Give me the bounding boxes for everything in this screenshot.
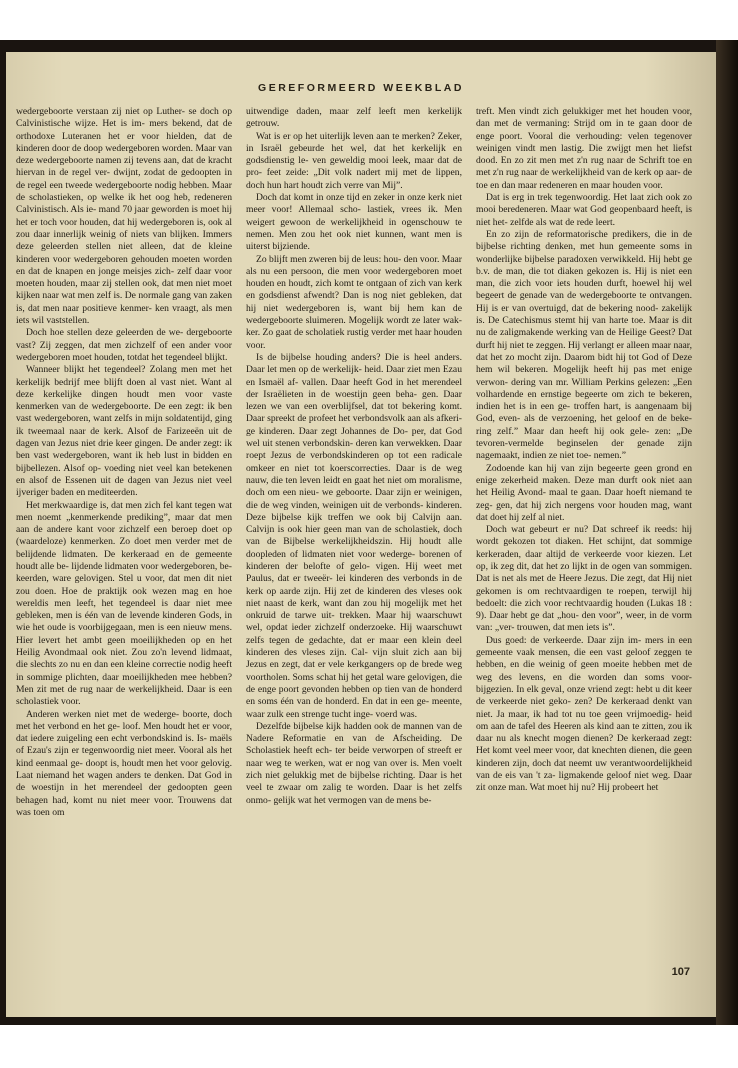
paragraph: treft. Men vindt zich gelukkiger met het houden voor, dan met de vermaning: Strijd om in te gaan door de enge poort. Vooral die verhouding: velen tegenover weinigen vindt men lastig. Die zwijgt men het liefst dood. En zo zit men met z'n rug naar de Schrift toe en met z'n rug naar de werkelijkheid van de kerk op aar- de toe en dan maar redeneren en maar houden voor.	[476, 106, 692, 191]
paragraph: Zo blijft men zweren bij de leus: hou- den voor. Maar als nu een persoon, die men voor wedergeboren moet houden en houdt, zich komt te ontgaan of zich van kerk en godsdienst afwendt? Dan is nog niet gebleken, dat hij niet wedergeboren is, want bij hem kan de wedergeboorte sluimeren. Mogelijk wordt ze later wak- ker. Zo gaat de scholatiek rustig verder met haar houden voor.	[246, 253, 462, 351]
paragraph: Doch dat komt in onze tijd en zeker in onze kerk niet meer voor! Allemaal scho- lastiek, vrees ik. Men weigert gewoon de werkelijkheid in ogenschouw te nemen. Men zou het ook niet kunnen, want men is uiterst bijziende.	[246, 192, 462, 253]
column-3	[476, 106, 692, 986]
paragraph: Het merkwaardige is, dat men zich fel kant tegen wat men noemt „kenmerkende prediking”, maar dat men aan de andere kant voor zichzelf een beroep doet op (waardeloze) kenmerken. Zo doet men verder met de belijdende lidmaten. De kerkeraad en de gemeente houdt alle be- lijdende lidmaten voor wedergeboren, be- keerden, ware gelovigen. Stel u voor, dat men dit niet zou doen. Hoe de praktijk ook wezen mag en hoe wereldis men leeft, het tegendeel is daar niet mee gebleken, men is één van de levende kinderen Gods, in wie het oude is voorbijgegaan, men is een nieuw mens. Hier levert het ambt geen moeilijkheden op en het Heilig Avondmaal ook niet. Zou zo'n levend lidmaat, die slechts zo nu en dan een kleine correctie nodig heeft in sommige plichten, daar moeilijkheden mee hebben? Men zit met de rug naar de werkelijkheid. Daar is een scholastiek voor.	[16, 499, 232, 708]
page-header: GEREFORMEERD WEEKBLAD	[258, 82, 464, 94]
paragraph: Zodoende kan hij van zijn begeerte geen grond en enige zekerheid maken. Deze man durft ook niet aan het Heilig Avond- maal te gaan. Daar hoeft niemand te zeg- gen, dat hij zich nergens voor houden mag, want dat doet hij zelf al niet.	[476, 462, 692, 523]
paragraph: Doch wat gebeurt er nu? Dat schreef ik reeds: hij wordt gekozen tot diaken. Het schijnt, dat sommige kerkeraden, daar altijd de verkeerde voor kiezen. Let op, ik zeg dit, dat het zo lijkt in de ogen van sommigen. Dat is net als met de Heere Jezus. Die zegt, dat Hij niet gekomen is om rechtvaardigen te roepen, terwijl hij bedoelt: die zich voor rechtvaardig houden (Lukas 18 : 9). Daar hebt ge dat „hou- den voor”, weer, in de vorm van: „ver- trouwen, dat men iets is”.	[476, 524, 692, 634]
paragraph: Dat is erg in trek tegenwoordig. Het laat zich ook zo mooi beredeneren. Maar wat God geopenbaard heeft, is niet het- zelfde als wat de rede leert.	[476, 192, 692, 228]
paragraph: Wanneer blijkt het tegendeel? Zolang men met het kerkelijk bedrijf mee blijft doen al vast niet. Want al deze kerkelijke dingen houdt men voor vaste kenmerken van de wedergeboorte. De een zegt: ik ben vast wedergeboren, want zelfs in mijn soldatentijd, ging ik tweemaal naar de kerk. Alsof de Farizeeën uit de dagen van Jezus niet drie keer gingen. De ander zegt: ik ben vast wedergeboren, want ik heb lust in bidden en bijbellezen. Alsof op- voeding niet veel kan betekenen en alsof de Essenen uit de dagen van Jezus niet veel ijveriger baden en mediteerden.	[16, 364, 232, 499]
book-spine-shadow	[716, 40, 738, 1025]
paragraph: Is de bijbelse houding anders? Die is heel anders. Daar let men op de werkelijk- heid. Daar ziet men Ezau en Ismaël af- vallen. Daar heeft God in het merendeel der Israëlieten in de woestijn geen beha- gen. Daar lezen we van een overblijfsel, dat tot bekering komt. Daar spreekt de profeet het verbondsvolk aan als afkeri- ge kinderen. Daar zegt Johannes de Do- per, dat God wel uit stenen verbondskin- deren kan verwekken. Daar roept Jezus de verbondskinderen op tot een radicale omkeer en niet tot koerscorrecties. Daar is de weg nauw, die ten leven leidt en gaat het niet om moralisme, doch om een nieu- we geboorte. Daar zijn er weinigen, die de weg vinden, weinigen uit de verbonds- kinderen. Deze bijbelse kijk treffen we ook bij Calvijn aan. Calvijn is ook hier geen man van de scholastiek, doch van de Bijbelse werkelijkheidszin. Hij houdt alle doopleden of lidmaten niet voor wederge- borenen of kinderen der belofte of gelo- vigen. Hij weet met Paulus, dat er tweeër- lei kinderen des verbonds in de kerk op aarde zijn. Hij zet de kinderen des vleses ook niet naast de kerk, want dan zou hij mogelijk met het onkruid de tarwe uit- trekken. Maar hij waarschuwt wel, opdat ieder zichzelf onderzoeke. Hij waarschuwt zelfs tegen de gedachte, dat er maar een klein deel kinderen des vleses zijn. Cal- vijn sluit zich aan bij Jezus en zegt, dat er vele kerkgangers op de brede weg voortholen. Soms schat hij het getal ware gelovigen, die de enge poort gevonden hebben op tien van de honderd en soms één van de honderd. En dat in een ge- meente, waar zulk een strenge tucht inge- voerd was.	[246, 351, 462, 720]
column-2	[246, 106, 462, 986]
page-number: 107	[671, 966, 690, 978]
paragraph: En zo zijn de reformatorische predikers, die in de bijbelse richting denken, met hun gemeente soms in wonderlijke bijbelse paradoxen verwikkeld. Hij hebt ge b.v. de man, die tot diaken gekozen is. Hij is niet een man, die zich voor iets houden durft, hoewel hij wel begeert de genade van de wedergeboorte te ontvangen. Hij is er van overtuigd, dat de bekering nood- zakelijk is. De Catechismus stemt hij van harte toe. Maar is dit nu de zaligmakende werking van de Heilige Geest? Dat durft hij niet te zeggen. Hij verlangt er alleen maar naar, dat het zo mocht zijn. Daarom bidt hij tot God of Deze hem wil bekeren. Mogelijk heeft hij pas met enige verwon- dering van mr. William Perkins gelezen: „Een volhardende en ernstige begeerte om zich te bekeren, indien het is in een ge- troffen hart, is aangenaam bij God, even- als de verzoening, het geloof en de beke- ring zelf.” Maar dan heeft hij ook gele- zen: „De tevoren-vermelde beginselen der genade zijn nagemaakt, indien ze niet toe- nemen.”	[476, 228, 692, 462]
newspaper-page	[6, 52, 716, 1017]
paragraph: Doch hoe stellen deze geleerden de we- dergeboorte vast? Zij zeggen, dat men zichzelf of een ander voor wedergeboren moet houden, totdat het tegendeel blijkt.	[16, 327, 232, 363]
paragraph: Dezelfde bijbelse kijk hadden ook de mannen van de Nadere Reformatie en van de Afscheiding. De Scholastiek heeft ech- ter beide verworpen of streeft er naar weg te werken, wat er nog van over is. Men voelt zich niet gelukkig met de bijbelse richting. Daar is het veel te zwaar om zalig te worden. Daar is het zelfs onmo- gelijk wat het vermogen van de mens be-	[246, 720, 462, 806]
paragraph: Dus goed: de verkeerde. Daar zijn im- mers in een gemeente vaak mensen, die een vast geloof zeggen te hebben, en die weinig of geen moeite hebben met de weg des levens, en die worden dan soms voor- bijgezien. In elk geval, onze vriend zegt: hebt u dit keer de verkeerde niet geko- zen? De kerkeraad denkt van niet. Ja maar, ik had tot nu toe geen vrijmoedig- heid om aan de tafel des Heeren als kind aan te zitten, zou ik daar nu als knecht mogen dienen? De kerkeraad zegt: Het komt veel meer voor, dat knechten dienen, die geen kinderen zijn, doch dat neemt uw verantwoordelijkheid van de eis van 't za- ligmakende geloof niet weg. Daar zit onze man. Wat moet hij nu? Hij probeert het	[476, 634, 692, 794]
column-1	[16, 106, 232, 986]
paragraph: wedergeboorte verstaan zij niet op Luther- se doch op Calvinistische wijze. Het is im- mers bekend, dat de orthodoxe Luteranen het er voor hielden, dat de kinderen door de doop wedergeboren worden. Maar van deze wedergeboorte namen zij tevens aan, dat de kracht hiervan in de regel ver- dwijnt, zodat de gedoopten in de regel een tweede wedergeboorte nodig hebben. Maar de scholastieken, op welke ik het oog heb, redeneren Calvinistisch. Als ie- mand 70 jaar geworden is moet hij het er toch voor houden, dat hij wedergeboren is, ook al zou daar innerlijk weinig of niets van blijken. Immers deze geleerden stellen niet alleen, dat de kleine kinderen voor wedergeboren gehouden moeten worden en dat de knapen en jonge meisjes zich- zelf daar voor moeten houden, maar zij stellen ook, dat men niet moet kijken naar wat men zelf is. De normale gang van zaken is, dat men naar positieve kenmer- ken vraagt, als men iets wil vaststellen.	[16, 106, 232, 327]
paragraph: Wat is er op het uiterlijk leven aan te merken? Zeker, in Israël gebeurde het wel, dat het kerkelijk en godsdienstig le- ven geweldig mooi leek, maar dat de pro- feet zeide: „Dit volk nadert mij met de lippen, doch hun hart houdt zich verre van Mij”.	[246, 130, 462, 191]
paragraph: Anderen werken niet met de wederge- boorte, doch met het verbond en het ge- loof. Men houdt het er voor, dat iedere zuigeling een echt verbondskind is. Is- maëls of Ezau's zijn er tegenwoordig niet meer. Vooral als het kind eenmaal ge- doopt is, houdt men het voor gelovig. Laat niemand het wagen anders te denken. Dat God in de woestijn in het merendeel der gedoopten geen behagen had, komt nu niet meer voor. Trouwens dat was toen om	[16, 708, 232, 818]
paragraph: uitwendige daden, maar zelf leeft men kerkelijk getrouw.	[246, 106, 462, 130]
